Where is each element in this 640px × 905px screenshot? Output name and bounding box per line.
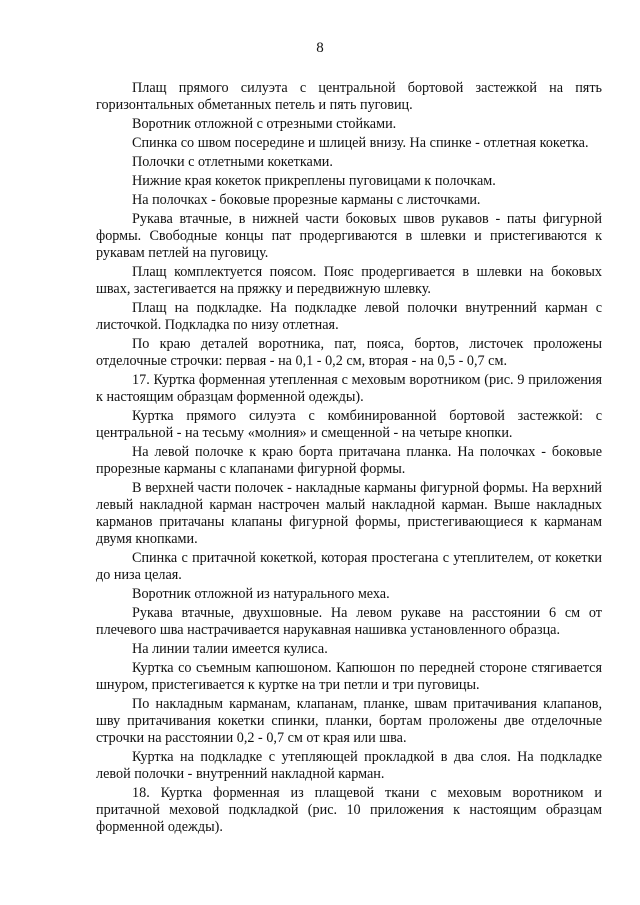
paragraph: Воротник отложной из натурального меха. [132,586,390,602]
paragraph: По накладным карманам, клапанам, планке, швам притачивания клапанов, шву притачивания кокетки спинки, планки, бортам проложены две отделочные строчки на расстоянии 0,2 - 0,7 см от края или шва. [96,696,602,746]
paragraph: Плащ прямого силуэта с центральной бортовой застежкой на пять горизонтальных обметанных петель и пять пуговиц. [96,80,602,113]
paragraph: На левой полочке к краю борта притачана планка. На полочках - боковые прорезные карманы с клапанами фигурной формы. [96,444,602,477]
document-body [96,80,602,838]
page-number: 8 [316,40,324,56]
paragraph: Куртка на подкладке с утепляющей прокладкой в два слоя. На подкладке левой полочки - внутренний накладной карман. [96,749,602,782]
paragraph: Рукава втачные, в нижней части боковых швов рукавов - паты фигурной формы. Свободные концы пат продергиваются в шлевки и пристегиваются к рукавам петлей на пуговицу. [96,211,602,261]
paragraph: Рукава втачные, двухшовные. На левом рукаве на расстоянии 6 см от плечевого шва настрачивается нарукавная нашивка установленного образца. [96,605,602,638]
paragraph: Куртка прямого силуэта с комбинированной бортовой застежкой: с центральной - на тесьму «молния» и смещенной - на четыре кнопки. [96,408,602,441]
paragraph: Плащ на подкладке. На подкладке левой полочки внутренний карман с листочкой. Подкладка по низу отлетная. [96,300,602,333]
paragraph: Воротник отложной с отрезными стойками. [132,116,397,132]
paragraph: Куртка со съемным капюшоном. Капюшон по передней стороне стягивается шнуром, пристегивается к куртке на три петли и три пуговицы. [96,660,602,693]
paragraph: Спинка со швом посередине и шлицей внизу. На спинке - отлетная кокетка. [132,135,589,151]
section-heading-18: 18. Куртка форменная из плащевой ткани с меховым воротником и притачной меховой подкладкой (рис. 10 приложения к настоящим образцам форменной одежды). [96,785,602,835]
paragraph: Плащ комплектуется поясом. Пояс продергивается в шлевки на боковых швах, застегивается на пряжку и передвижную шлевку. [96,264,602,297]
paragraph: Полочки с отлетными кокетками. [132,154,333,170]
paragraph: Спинка с притачной кокеткой, которая простегана с утеплителем, от кокетки до низа целая. [96,550,602,583]
paragraph: В верхней части полочек - накладные карманы фигурной формы. На верхний левый накладной карман настрочен малый накладной карман. Выше накладных карманов притачаны клапаны фигурной формы, пристегивающиеся к карманам двумя кнопками. [96,480,602,547]
paragraph: Нижние края кокеток прикреплены пуговицами к полочкам. [132,173,496,189]
paragraph: По краю деталей воротника, пат, пояса, бортов, листочек проложены отделочные строчки: первая - на 0,1 - 0,2 см, вторая - на 0,5 - 0,7 см. [96,336,602,369]
section-heading-17: 17. Куртка форменная утепленная с меховым воротником (рис. 9 приложения к настоящим образцам форменной одежды). [96,372,602,405]
paragraph: На линии талии имеется кулиса. [132,641,328,657]
paragraph: На полочках - боковые прорезные карманы с листочками. [132,192,481,208]
